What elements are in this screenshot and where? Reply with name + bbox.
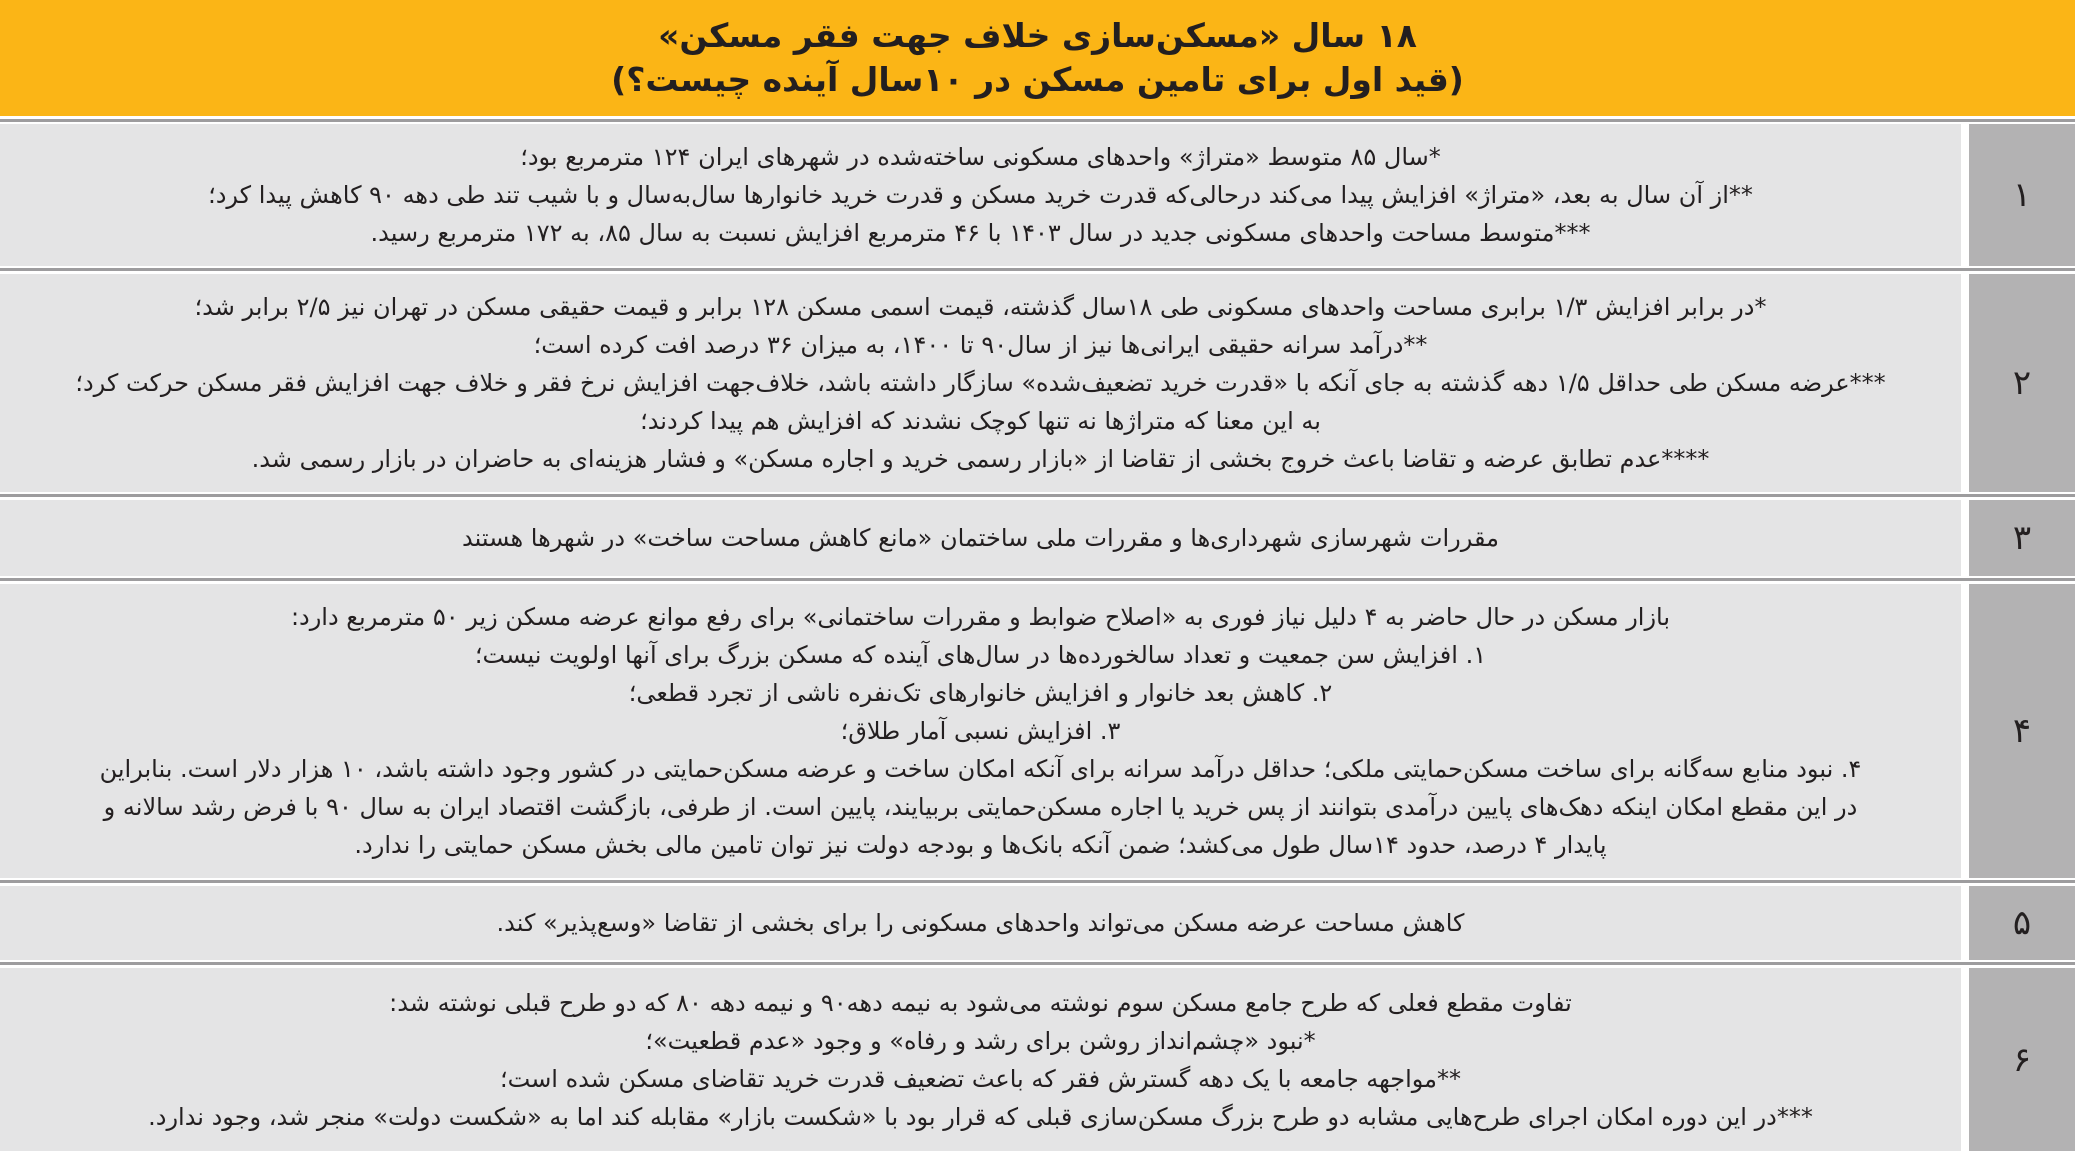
text-line: **درآمد سرانه حقیقی ایرانی‌ها نیز از سال۹۰ تا ۱۴۰۰، به میزان ۳۶ درصد افت کرده است؛ (533, 331, 1428, 359)
text-line: ***در این دوره امکان اجرای طرح‌هایی مشابه دو طرح بزرگ مسکن‌سازی قبلی که قرار بود با «شکست بازار» مقابله کند اما به «شکست دولت» منجر شد، وجود ندارد. (148, 1102, 1813, 1131)
text-line: **از آن سال به بعد، «متراژ» افزایش پیدا می‌کند درحالی‌که قدرت خرید مسکن و قدرت خرید خانوارها سال‌به‌سال و با شیب تند طی دهه ۹۰ کاهش پیدا کرد؛ (208, 181, 1753, 209)
header-title-line-2: (قید اول برای تامین مسکن در ۱۰سال آینده چیست؟) (611, 60, 1464, 99)
text-line: ۲. کاهش بعد خانوار و افزایش خانوارهای تک‌نفره ناشی از تجرد قطعی؛ (628, 679, 1333, 707)
row-number: ۲ (1969, 274, 2075, 492)
text-line: پایدار ۴ درصد، حدود ۱۴سال طول می‌کشد؛ ضمن آنکه بانک‌ها و بودجه دولت نیز توان تامین مالی بخش مسکن حمایتی را ندارد. (354, 831, 1607, 859)
text-line: ۴. نبود منابع سه‌گانه برای ساخت مسکن‌حمایتی ملکی؛ حداقل درآمد سرانه برای آنکه امکان ساخت و عرضه مسکن‌حمایتی در کشور وجود داشته باشد، ۱۰ هزار دلار است. بنابراین (99, 755, 1862, 783)
divider (0, 268, 2075, 271)
divider (0, 578, 2075, 581)
row-number: ۳ (1969, 500, 2075, 576)
text-line: ***متوسط مساحت واحدهای مسکونی جدید در سال ۱۴۰۳ با ۴۶ مترمربع افزایش نسبت به سال ۸۵، به ۱۷۲ مترمربع رسید. (370, 219, 1591, 247)
row-text (0, 124, 1961, 266)
header-title-line-1: ۱۸ سال «مسکن‌سازی خلاف جهت فقر مسکن» (658, 16, 1417, 55)
divider (0, 494, 2075, 497)
row-number: ۶ (1969, 968, 2075, 1151)
row-number: ۵ (1969, 886, 2075, 960)
row-text (0, 968, 1961, 1151)
text-line: بازار مسکن در حال حاضر به ۴ دلیل نیاز فوری به «اصلاح ضوابط و مقررات ساختمانی» برای رفع موانع عرضه مسکن زیر ۵۰ مترمربع دارد: (290, 603, 1671, 631)
text-line: ۱. افزایش سن جمعیت و تعداد سالخورده‌ها در سال‌های آینده که مسکن بزرگ برای آنها اولویت نیست؛ (474, 641, 1487, 669)
text-line: به این معنا که متراژها نه تنها کوچک نشدند که افزایش هم پیدا کردند؛ (640, 407, 1321, 435)
text-line: در این مقطع امکان اینکه دهک‌های پایین درآمدی بتوانند از پس خرید یا اجاره مسکن‌حمایتی بربیایند، پایین است. از طرفی، بازگشت اقتصاد ایران به سال ۹۰ با فرض رشد سالانه و (103, 793, 1858, 821)
text-line: *نبود «چشم‌انداز روشن برای رشد و رفاه» و وجود «عدم قطعیت»؛ (645, 1026, 1316, 1055)
table-row (0, 274, 2075, 492)
row-number: ۱ (1969, 124, 2075, 266)
row-text (0, 886, 1961, 960)
text-line: *در برابر افزایش ۱/۳ برابری مساحت واحدهای مسکونی طی ۱۸سال گذشته، قیمت اسمی مسکن ۱۲۸ برابر و قیمت حقیقی مسکن در تهران نیز ۲/۵ برابر شد؛ (194, 293, 1767, 321)
text-line: ****عدم تطابق عرضه و تقاضا باعث خروج بخشی از تقاضا از «بازار رسمی خرید و اجاره مسکن» و فشار هزینه‌ای به حاضران در بازار رسمی شد. (251, 445, 1710, 473)
text-line: تفاوت مقطع فعلی که طرح جامع مسکن سوم نوشته می‌شود به نیمه دهه۹۰ و نیمه دهه ۸۰ که دو طرح قبلی نوشته شد: (389, 988, 1572, 1017)
row-text (0, 274, 1961, 492)
row-text (0, 500, 1961, 576)
divider (0, 880, 2075, 883)
divider (0, 119, 2075, 122)
row-text (0, 584, 1961, 878)
row-number: ۴ (1969, 584, 2075, 878)
table-row (0, 886, 2075, 960)
table-row (0, 968, 2075, 1151)
table-row (0, 124, 2075, 266)
table-row (0, 584, 2075, 878)
text-line: ۳. افزایش نسبی آمار طلاق؛ (840, 717, 1121, 745)
text-line: کاهش مساحت عرضه مسکن می‌تواند واحدهای مسکونی را برای بخشی از تقاضا «وسع‌پذیر» کند. (496, 909, 1465, 937)
text-line: ***عرضه مسکن طی حداقل ۱/۵ دهه گذشته به جای آنکه با «قدرت خرید تضعیف‌شده» سازگار داشته باشد، خلاف‌جهت افزایش نرخ فقر و خلاف جهت افزایش فقر مسکن حرکت کرد؛ (75, 369, 1886, 397)
text-line: *سال ۸۵ متوسط «متراژ» واحدهای مسکونی ساخته‌شده در شهرهای ایران ۱۲۴ مترمربع بود؛ (520, 143, 1441, 171)
page-header (0, 0, 2075, 116)
table-row (0, 500, 2075, 576)
text-line: مقررات شهرسازی شهرداری‌ها و مقررات ملی ساختمان «مانع کاهش مساحت ساخت» در شهرها هستند (462, 524, 1499, 552)
text-line: **مواجهه جامعه با یک دهه گسترش فقر که باعث تضعیف قدرت خرید تقاضای مسکن شده است؛ (500, 1064, 1461, 1093)
divider (0, 962, 2075, 965)
